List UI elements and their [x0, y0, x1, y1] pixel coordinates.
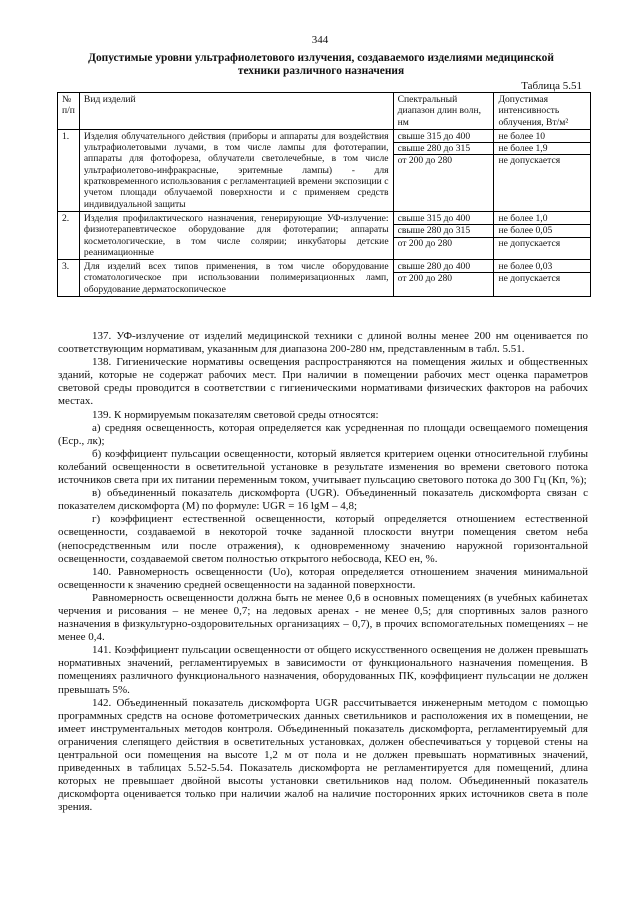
range-cell: свыше 280 до 400: [394, 261, 494, 273]
range-cell: свыше 315 до 400: [394, 131, 494, 143]
uv-limits-table: [57, 92, 591, 297]
paragraph-139-v: в) объединенный показатель дискомфорта (UGR). Объединенный показатель дискомфорта связан с показателем дискомфорта (М) по формуле: UGR = 16 lgM – 4,8;: [58, 487, 588, 513]
paragraph-137: 137. УФ-излучение от изделий медицинской техники с длиной волны менее 200 нм оценивается по соответствующим нормативам, указанным для диапазона 200-280 нм, представленным в табл. 5.51.: [58, 330, 588, 356]
row-limits: [494, 129, 591, 211]
table-row: [58, 260, 591, 297]
header-num: № п/п: [58, 93, 80, 130]
paragraph-139-a: а) средняя освещенность, которая определяется как усредненная по площади освещаемого помещения (Еср., лк);: [58, 421, 588, 447]
paragraph-138: 138. Гигиенические нормативы освещения распространяются на помещения жилых и общественных зданий, которые не содержат рабочих мест. При наличии в помещении рабочих мест оценка параметров световой среды проводится в соответствии с гигиеническими нормативами физических факторов на рабочих местах.: [58, 356, 588, 408]
range-cell: свыше 280 до 315: [394, 225, 494, 237]
range-cell: от 200 до 280: [397, 237, 453, 249]
limit-cell: не допускается: [498, 273, 561, 285]
row-ranges: [393, 211, 494, 259]
row-limits: [494, 211, 591, 259]
paragraph-140: 140. Равномерность освещенности (Uo), которая определяется отношением значения минимальной освещенности к значению средней освещенности на заданной поверхности.: [58, 565, 588, 591]
limit-cell: не более 0,03: [494, 261, 590, 273]
header-intensity: Допустимая интенсивность облучения, Вт/м²: [494, 93, 591, 130]
limit-cell: не более 1,0: [494, 213, 590, 225]
table-header-row: [58, 93, 591, 130]
table-row: [58, 211, 591, 259]
limit-cell: не более 0,05: [494, 225, 590, 237]
paragraph-142: 142. Объединенный показатель дискомфорта UGR рассчитывается инженерным методом с помощью программных средств на основе фотометрических данных светильников и расположения их в помещении, не имеет инструментальных методов контроля. Объединенный показатель дискомфорта, регламентируемый для ограничения слепящего действия в осветительных установках, должен обеспечиваться у торцевой стены на центральной оси помещения на высоте 1,2 м от пола и не должен превышать нормативных значений, приведенных в таблицах 5.52-5.54. Показатель дискомфорта не регламентируется для помещений, длина которых не превышает двойной высоты установки светильников над полом. Объединенный показатель дискомфорта оценивается только при наличии жалоб на наличие посторонних ярких источников света в поле зрения.: [58, 696, 588, 814]
table-title-line-1: Допустимые уровни ультрафиолетового излучения, создаваемого изделиями медицинской: [88, 52, 554, 64]
range-cell: от 200 до 280: [397, 155, 453, 167]
range-cell: свыше 280 до 315: [394, 143, 494, 155]
paragraph-141: 141. Коэффициент пульсации освещенности от общего искусственного освещения не должен превышать нормативных значений, регламентируемых в зависимости от функционального назначения помещения. В помещениях различного функционального назначения, оборудованных ПК, коэффициент пульсации не должен превышать 5%.: [58, 644, 588, 696]
header-type: Вид изделий: [79, 93, 393, 130]
row-ranges: [393, 129, 494, 211]
table-title: [78, 52, 564, 78]
table-row: [58, 129, 591, 211]
limit-cell: не допускается: [498, 237, 561, 249]
row-ranges: [393, 260, 494, 297]
row-description: Изделия облучательного действия (приборы и аппараты для воздействия ультрафиолетовыми лучами, в том числе лампы для фототерапии, аппараты для фотофореза, облучатели светолечебные, в том числе ультрафиолетово-инфракрасные, эритемные лампы) - для кратковременного использования с регламентацией времени экспозиции с учетом площади облучаемой поверхности и с применяем средств индивидуальной защиты: [79, 129, 393, 211]
page-number: 344: [311, 34, 329, 46]
row-limits: [494, 260, 591, 297]
header-spectral: Спектральный диапазон длин волн, нм: [393, 93, 494, 130]
range-cell: свыше 315 до 400: [394, 213, 494, 225]
table-title-line-2: техники различного назначения: [237, 65, 405, 77]
paragraph-139: 139. К нормируемым показателям световой среды относятся:: [92, 408, 379, 421]
row-description: Для изделий всех типов применения, в том числе оборудование стоматологическое при использовании полимеризационных ламп, оборудование дерматоскопическое: [79, 260, 393, 297]
row-description: Изделия профилактического назначения, генерирующие УФ-излучение: физиотерапевтическое оборудование для фототерапии; аппараты косметологические, в том числе солярии; инкубаторы детские реанимационные: [79, 211, 393, 259]
row-num: 1.: [58, 129, 80, 211]
limit-cell: не более 10: [494, 131, 590, 143]
range-cell: от 200 до 280: [397, 273, 453, 285]
body-text: [58, 330, 588, 814]
paragraph-139-b: б) коэффициент пульсации освещенности, который является критерием оценки относительной глубины колебаний освещенности в осветительной установке в результате изменения во времени светового потока источников света при их питании переменным током, учитывает пульсацию светового потока до 300 Гц (Кп, %);: [58, 447, 588, 487]
limit-cell: не допускается: [498, 155, 561, 167]
paragraph-140-cont: Равномерность освещенности должна быть не менее 0,6 в основных помещениях (в учебных кабинетах черчения и рисования – не менее 0,7; на ледовых аренах - не менее 0,5; для спортивных залов разного назначения в физкультурно-оздоровительных организациях – 0,7), в прочих вспомогательных помещениях – не менее 0,4.: [58, 591, 588, 644]
limit-cell: не более 1,9: [494, 143, 590, 155]
table-label: Таблица 5.51: [521, 80, 582, 92]
row-num: 3.: [58, 260, 80, 297]
row-num: 2.: [58, 211, 80, 259]
paragraph-139-g: г) коэффициент естественной освещенности, который определяется отношением естественной освещенности, создаваемой в некоторой точке заданной плоскости внутри помещения светом неба (непосредственным или после отражения), к одновременному значению наружной горизонтальной освещенности, создаваемой светом полностью открытого небосвода, КЕО ен, %.: [58, 513, 588, 565]
